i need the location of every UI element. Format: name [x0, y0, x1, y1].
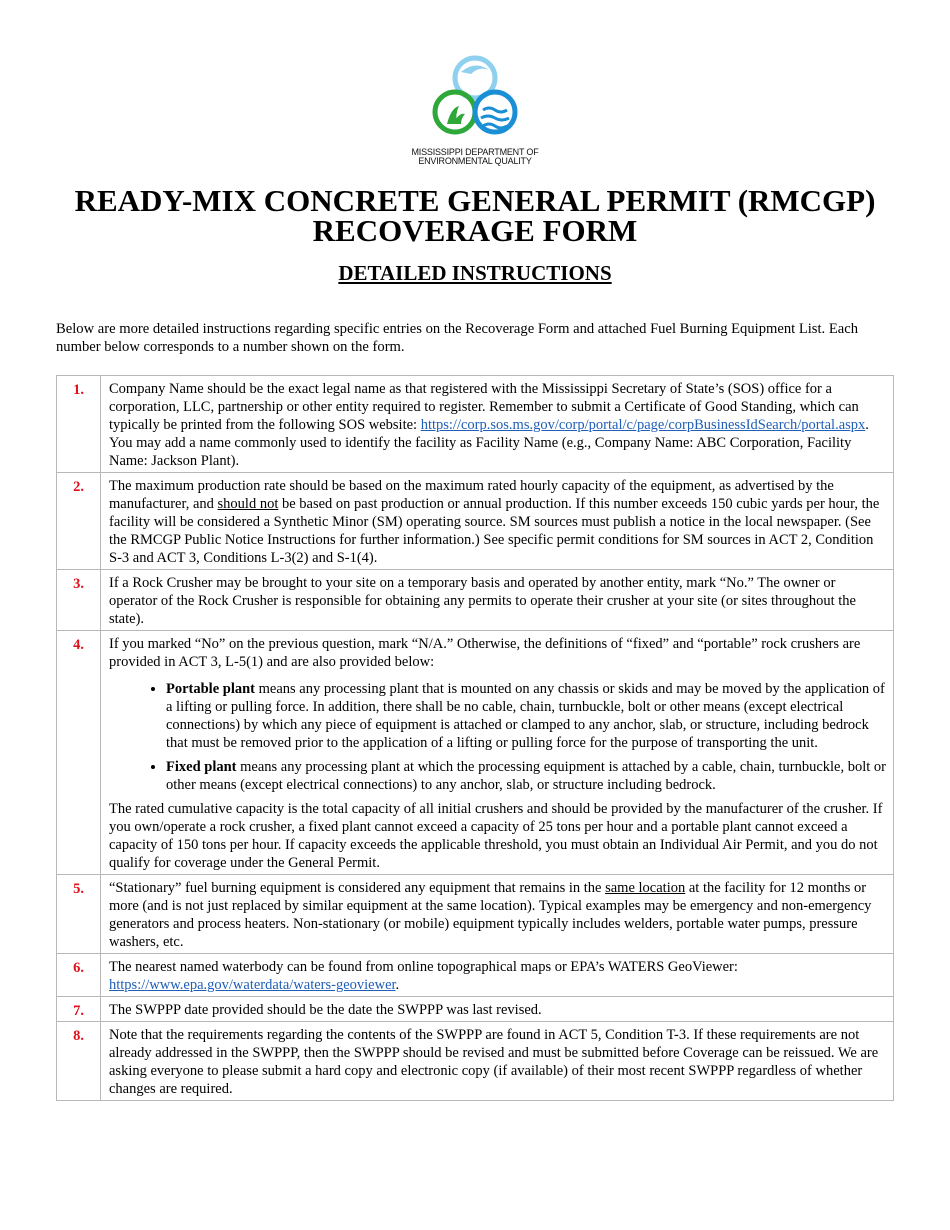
item-text: [101, 1022, 894, 1101]
epa-geoviewer-link[interactable]: https://www.epa.gov/waterdata/waters-geoviewer: [109, 977, 396, 993]
instruction-row: [57, 954, 894, 997]
item-text: [101, 473, 894, 570]
list-item: [166, 680, 886, 752]
item-text-part: be based on past production or annual production. If this number exceeds 150 cubic yards per hour, the facility will be considered a Synthetic Minor (SM) operating source. SM sources must publish a notice in the local newspaper. (See the RMCGP Public Notice Instructions for further information.) See specific permit conditions for SM sources in ACT 2, Condition S-3 and ACT 3, Conditions L-3(2) and S-1(4).: [109, 496, 880, 566]
instruction-row: [57, 631, 894, 875]
instruction-row: [57, 473, 894, 570]
instruction-row: [57, 376, 894, 473]
logo-line-2: ENVIRONMENTAL QUALITY: [418, 156, 532, 166]
item-text: [101, 875, 894, 954]
title-line-1: READY-MIX CONCRETE GENERAL PERMIT (RMCGP): [74, 183, 876, 218]
mdeq-emblem-icon: [425, 52, 525, 148]
item-text: [101, 997, 894, 1022]
item-number: 4.: [57, 631, 101, 875]
item-text: [101, 570, 894, 631]
definition-text: means any processing plant at which the processing equipment is attached by a cable, chain, turnbuckle, bolt or other means (except electrical connections) to any anchor, slab, or structure including bedrock.: [166, 759, 886, 793]
item-text-part: . You may add a name commonly used to identify the facility as Facility Name (e.g., Company Name: ABC Corporation, Facility Name: Jackson Plant).: [109, 417, 869, 469]
item-text-part: Note that the requirements regarding the contents of the SWPPP are found in ACT 5, Condition T-3. If these requirements are not already addressed in the SWPPP, then the SWPPP should be revised and must be submitted before Coverage can be reissued. We are asking everyone to please submit a hard copy and electronic copy (if available) of their most recent SWPPP regardless of whether changes are required.: [109, 1027, 879, 1097]
logo-line-1: MISSISSIPPI DEPARTMENT OF: [411, 147, 539, 157]
underlined-text: same location: [605, 880, 686, 896]
underlined-text: should not: [217, 496, 279, 512]
item-number: 2.: [57, 473, 101, 570]
page-title: [40, 183, 910, 248]
definitions-list: [109, 680, 886, 794]
item-text-part: The SWPPP date provided should be the date the SWPPP was last revised.: [109, 1002, 542, 1018]
instruction-row: [57, 875, 894, 954]
item-number: 1.: [57, 376, 101, 473]
item-number: 6.: [57, 954, 101, 997]
item-text: [101, 631, 894, 875]
definition-term: Fixed plant: [166, 759, 237, 775]
item-text-part: The rated cumulative capacity is the total capacity of all initial crushers and should be provided by the manufacturer of the crusher. If you own/operate a rock crusher, a fixed plant cannot exceed a capacity of 25 tons per hour and a portable plant cannot exceed a capacity of 150 tons per hour. If capacity exceeds the applicable threshold, you must obtain an Individual Air Permit, and you do not qualify for coverage under the General Permit.: [109, 801, 883, 871]
list-item: [166, 758, 886, 794]
instruction-row: [57, 1022, 894, 1101]
title-line-2: RECOVERAGE FORM: [312, 213, 638, 248]
page-subtitle: DETAILED INSTRUCTIONS: [338, 261, 612, 285]
mdeq-logo: [400, 52, 550, 170]
item-text-part: The maximum production rate should be based on the maximum rated hourly capacity of the equipment, as advertised by the manufacturer, and: [109, 478, 834, 512]
item-text: [101, 954, 894, 997]
instruction-row: [57, 997, 894, 1022]
definition-text: means any processing plant that is mounted on any chassis or skids and may be moved by the application of a lifting or pulling force. In addition, there shall be no cable, chain, turnbuckle, bolt or other means (except electrical connections) by which any piece of equipment is attached or clamped to any anchor, slab, or structure, including bedrock that must be removed prior to the application of a lifting or pulling force for the purpose of transporting the unit.: [166, 681, 885, 751]
item-text-part: Company Name should be the exact legal name as that registered with the Mississippi Secretary of State’s (SOS) office for a corporation, LLC, partnership or other entity required to register. Remember to submit a Certificate of Good Standing, which can typically be printed from the following SOS website:: [109, 381, 859, 433]
item-text-part: If a Rock Crusher may be brought to your site on a temporary basis and operated by another entity, mark “No.” The owner or operator of the Rock Crusher is responsible for obtaining any permits to operate their crusher at your site (or sites throughout the state).: [109, 575, 856, 627]
definition-term: Portable plant: [166, 681, 256, 697]
instruction-row: [57, 570, 894, 631]
item-text-part: If you marked “No” on the previous question, mark “N/A.” Otherwise, the definitions of “fixed” and “portable” rock crushers are provided in ACT 3, L-5(1) and are also provided below:: [109, 636, 861, 670]
item-text-part: The nearest named waterbody can be found from online topographical maps or EPA’s WATERS GeoViewer:: [109, 959, 738, 975]
instructions-table: [56, 375, 894, 1101]
item-number: 3.: [57, 570, 101, 631]
item-number: 7.: [57, 997, 101, 1022]
item-number: 5.: [57, 875, 101, 954]
item-number: 8.: [57, 1022, 101, 1101]
item-text: [101, 376, 894, 473]
intro-paragraph: Below are more detailed instructions regarding specific entries on the Recoverage Form and attached Fuel Burning Equipment List. Each number below corresponds to a number shown on the form.: [56, 321, 859, 356]
item-text-part: at the facility for 12 months or more (and is not just replaced by similar equipment at the same location). Typical examples may be emergency and non-emergency generators and process heaters. Non-stationary (or mobile) equipment typically includes welders, portable water pumps, pressure washers, etc.: [109, 880, 872, 950]
sos-website-link[interactable]: https://corp.sos.ms.gov/corp/portal/c/page/corpBusinessIdSearch/portal.aspx: [420, 417, 866, 433]
item-text-part: “Stationary” fuel burning equipment is considered any equipment that remains in the: [109, 880, 606, 896]
item-text-part: .: [395, 977, 400, 993]
